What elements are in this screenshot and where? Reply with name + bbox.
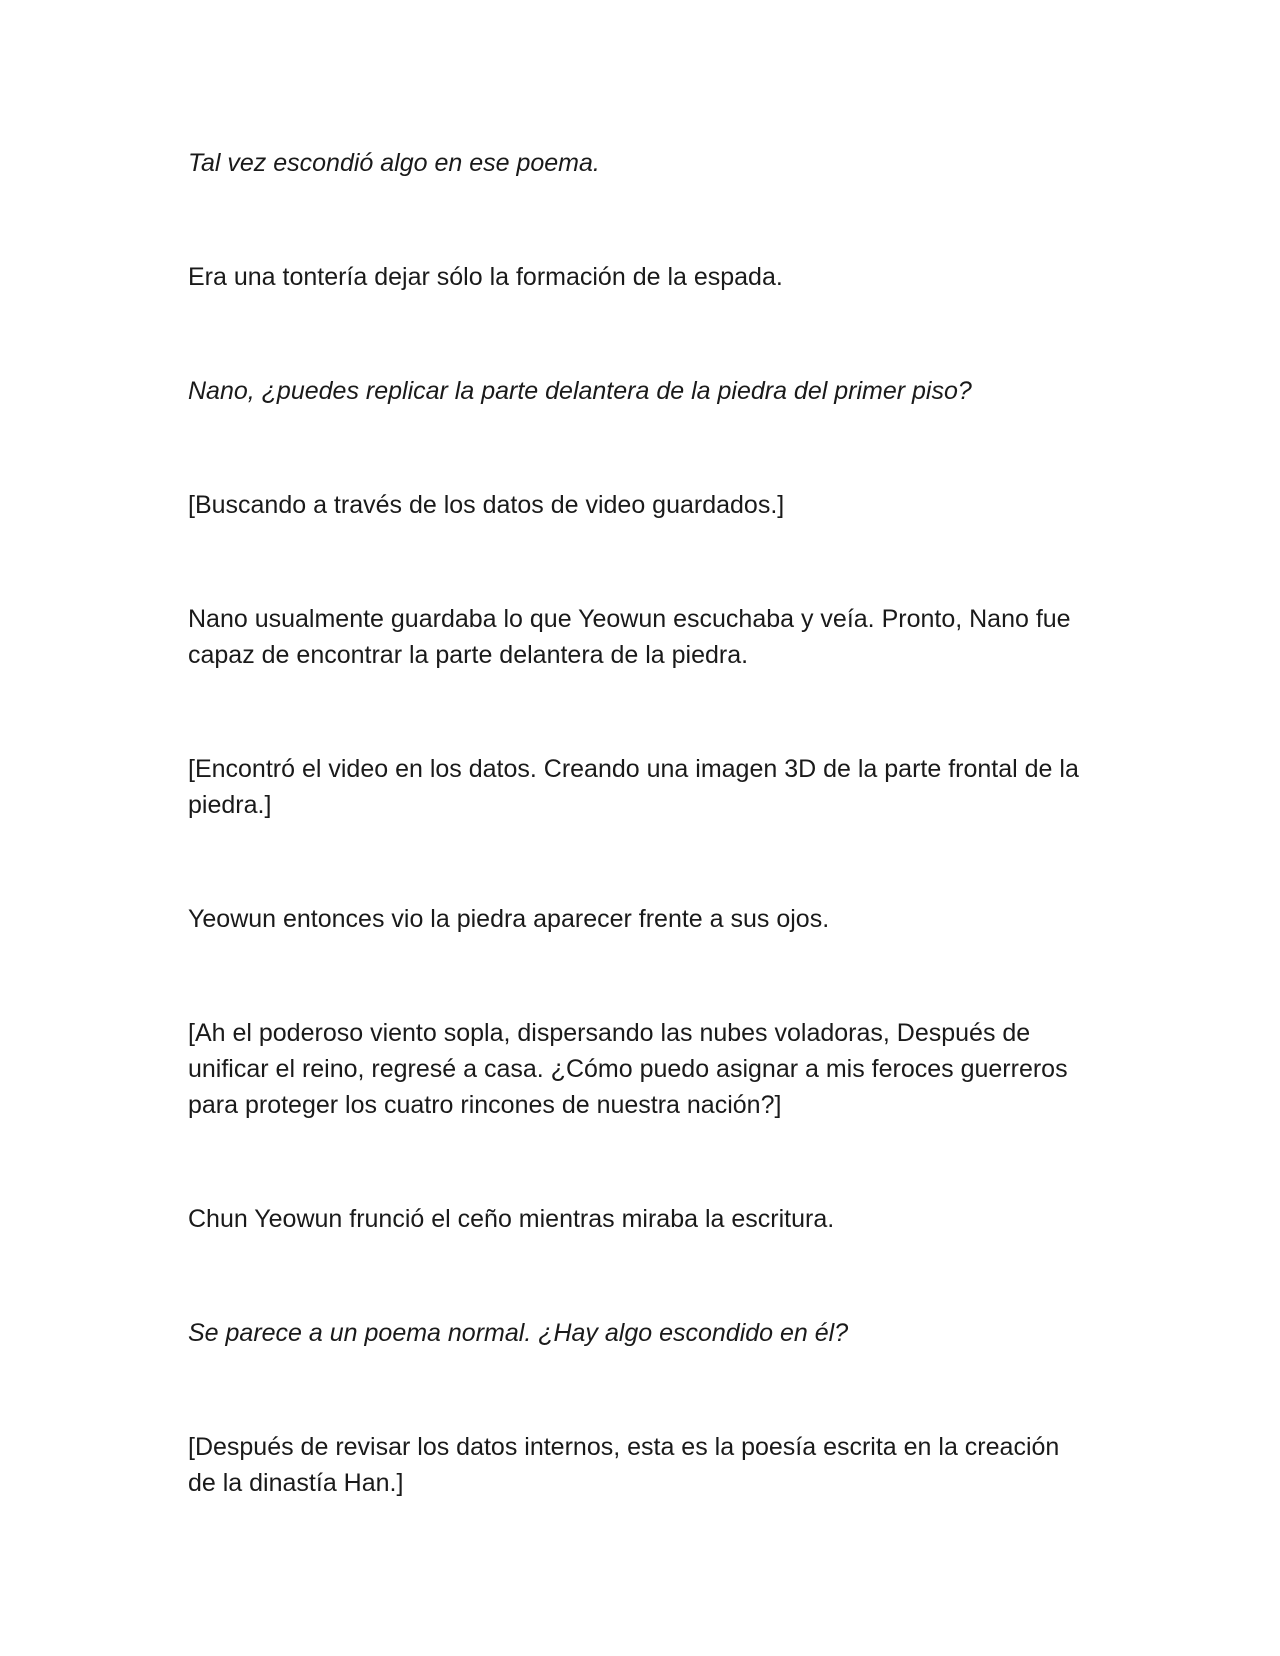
document-body [188, 145, 1093, 1501]
paragraph-9: Chun Yeowun frunció el ceño mientras miraba la escritura. [188, 1205, 835, 1233]
paragraph-11: [Después de revisar los datos internos, esta es la poesía escrita en la creación de la dinastía Han.] [188, 1433, 1060, 1497]
paragraph-10: Se parece a un poema normal. ¿Hay algo escondido en él? [188, 1319, 849, 1347]
paragraph-7: Yeowun entonces vio la piedra aparecer frente a sus ojos. [188, 905, 830, 933]
paragraph-2: Era una tontería dejar sólo la formación de la espada. [188, 263, 783, 291]
paragraph-1: Tal vez escondió algo en ese poema. [188, 149, 600, 177]
paragraph-8: [Ah el poderoso viento sopla, dispersando las nubes voladoras, Después de unificar el reino, regresé a casa. ¿Cómo puedo asignar a mis feroces guerreros para proteger los cuatro rincones de nuestra nación?] [188, 1019, 1068, 1119]
paragraph-5: Nano usualmente guardaba lo que Yeowun escuchaba y veía. Pronto, Nano fue capaz de encontrar la parte delantera de la piedra. [188, 605, 1071, 669]
paragraph-4: [Buscando a través de los datos de video guardados.] [188, 491, 785, 519]
paragraph-6: [Encontró el video en los datos. Creando una imagen 3D de la parte frontal de la piedra.] [188, 755, 1079, 819]
paragraph-3: Nano, ¿puedes replicar la parte delantera de la piedra del primer piso? [188, 377, 972, 405]
